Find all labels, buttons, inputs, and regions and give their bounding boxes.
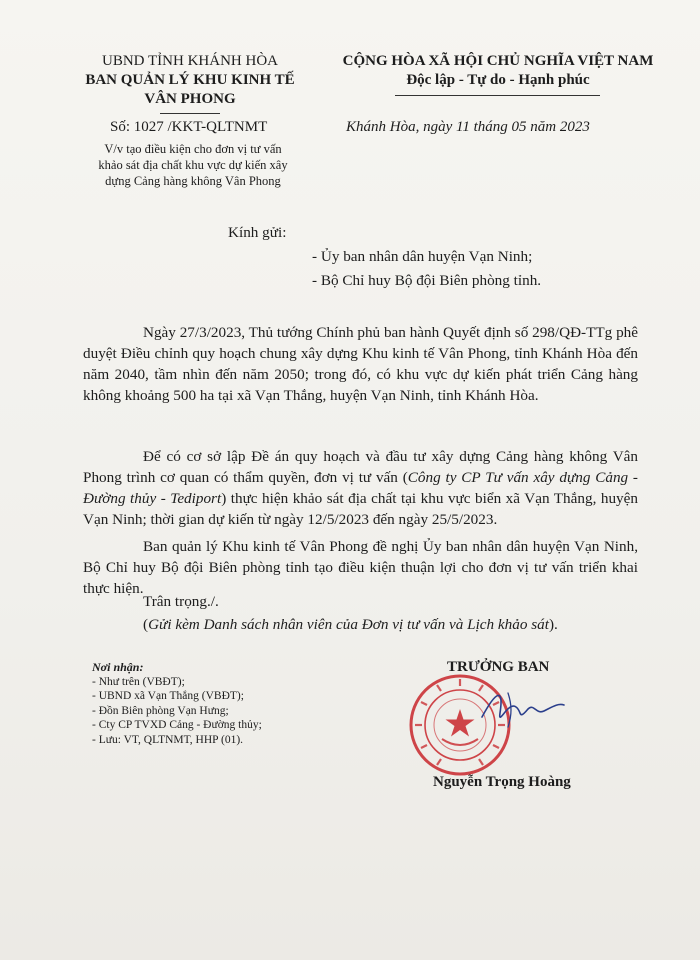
issuer-block [60,52,320,109]
issuer-name: BAN QUẢN LÝ KHU KINH TẾ [85,72,295,88]
addressee-2: - Bộ Chỉ huy Bộ đội Biên phòng tỉnh. [312,272,542,289]
country-name: CỘNG HÒA XÃ HỘI CHỦ NGHĨA VIỆT NAM [342,53,654,69]
addressee-1: - Ủy ban nhân dân huyện Vạn Ninh; [312,248,533,265]
attachment-open: ( [143,616,149,633]
consultant-company: Công ty CP Tư vấn xây dựng Cảng - Đường thủy - Tediport [83,469,638,507]
issuer-underline [160,113,220,114]
recipient-item: - Lưu: VT, QLTNMT, HHP (01). [92,733,244,746]
recipients-block [92,660,262,747]
closing: Trân trọng./. [143,593,219,610]
paragraph-2-end: ) thực hiện khảo sát địa chất tại khu vực biển xã Vạn Thắng, huyện Vạn Ninh; thời gian dự kiến từ ngày 12/5/2023 đến ngày 25/5/2023. [83,490,638,528]
attachment-close: ). [548,616,558,633]
recipient-item: - Như trên (VBĐT); [92,675,185,688]
motto-underline [395,95,600,96]
paragraph-2-start: Để có cơ sở lập Đề án quy hoạch và đầu tư xây dựng Cảng hàng không Vân Phong trình cơ quan có thẩm quyền, đơn vị tư vấn ( [83,448,638,486]
issuer-parent: UBND TỈNH KHÁNH HÒA [102,53,278,69]
recipients-title: Nơi nhận: [92,660,144,674]
handwritten-signature-icon [478,683,568,733]
signer-name: Nguyễn Trọng Hoàng [433,774,571,790]
issue-date: Khánh Hòa, ngày 11 tháng 05 năm 2023 [346,119,590,135]
recipient-item: - UBND xã Vạn Thắng (VBĐT); [92,690,244,702]
subject-line-3: dựng Cảng hàng không Vân Phong [105,174,281,188]
national-header [318,52,678,90]
paragraph-3: Ban quản lý Khu kinh tế Vân Phong đề nghị Ủy ban nhân dân huyện Vạn Ninh, Bộ Chỉ huy Bộ đội Biên phòng tỉnh tạo điều kiện thuận lợi cho đơn vị tư vấn triển khai thực hiện. [83,538,638,597]
subject-block [68,141,318,189]
subject-line-1: V/v tạo điều kiện cho đơn vị tư vấn [104,142,282,156]
signer-title: TRƯỞNG BAN [447,659,550,675]
attachment-note [143,616,558,634]
motto: Độc lập - Tự do - Hạnh phúc [406,72,590,88]
recipient-item: - Đồn Biên phòng Vạn Hưng; [92,704,229,717]
attachment-text: Gửi kèm Danh sách nhân viên của Đơn vị tư vấn và Lịch khảo sát [148,616,549,633]
paragraph-1: Ngày 27/3/2023, Thủ tướng Chính phủ ban hành Quyết định số 298/QĐ-TTg phê duyệt Điều chỉnh quy hoạch chung xây dựng Khu kinh tế Vân Phong, tỉnh Khánh Hòa đến năm 2040, tầm nhìn đến năm 2050; trong đó, có khu vực dự kiến phát triển Cảng hàng không khoảng 500 ha tại xã Vạn Thắng, huyện Vạn Ninh, tỉnh Khánh Hòa. [83,324,638,404]
paragraph-2 [83,446,638,530]
issuer-name-2: VÂN PHONG [144,91,236,107]
document-number: Số: 1027 /KKT-QLTNMT [110,119,268,135]
greeting: Kính gửi: [228,224,287,241]
subject-line-2: khảo sát địa chất khu vực dự kiến xây [98,158,288,172]
recipient-item: - Cty CP TVXD Cảng - Đường thủy; [92,719,262,731]
